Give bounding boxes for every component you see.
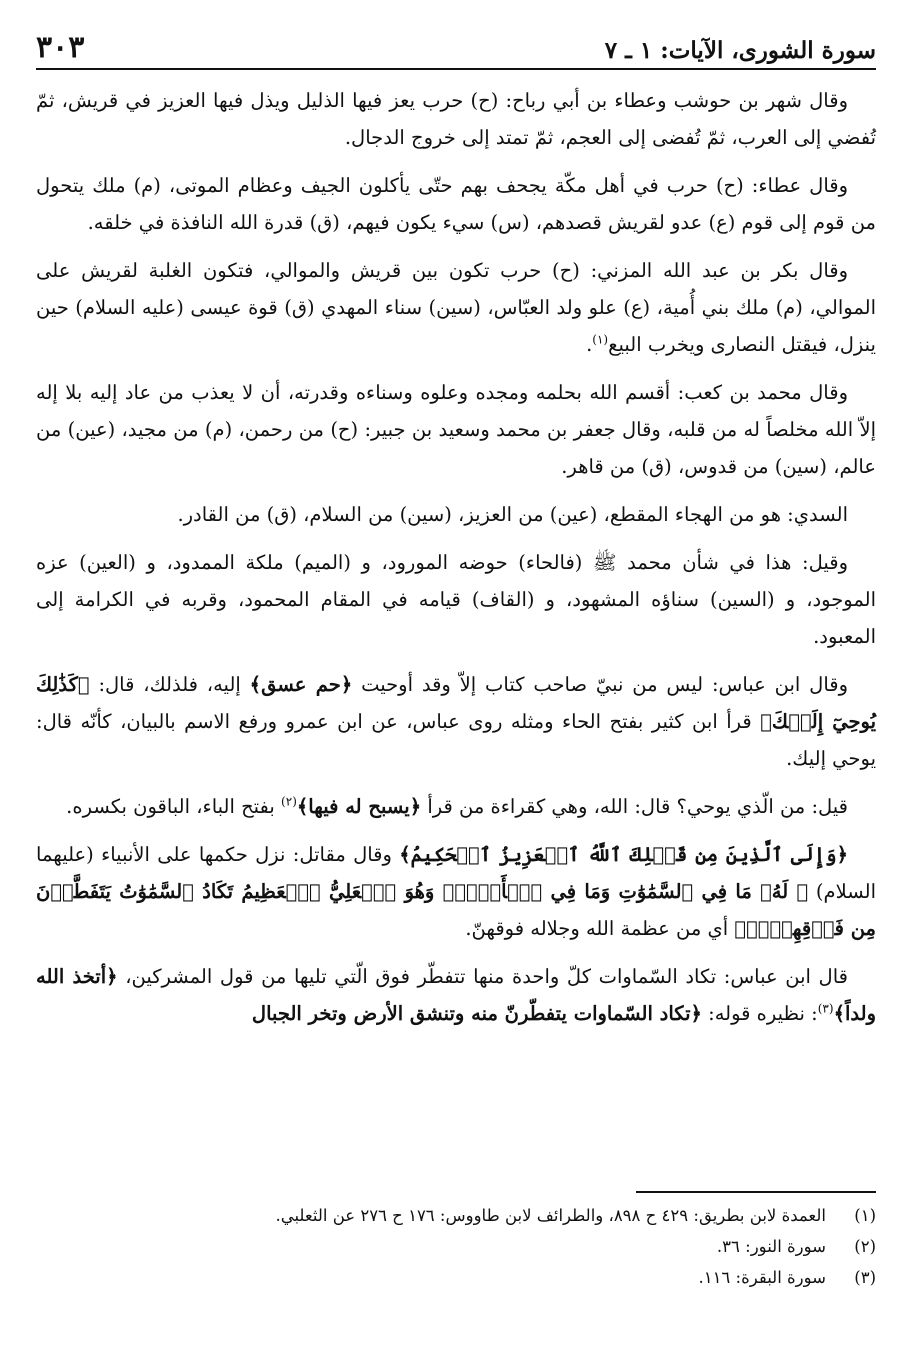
quran-quote: ﴿وَإِلَى ٱلَّذِينَ مِن قَبۡلِكَ ٱللَّهُ ٱلۡعَزِيزُ ٱلۡحَكِيمُ﴾ (399, 843, 848, 866)
paragraph-text: وقال ابن عباس: ليس من نبيّ صاحب كتاب إلاّ وقد أوحيت (352, 673, 848, 696)
paragraph (36, 252, 876, 363)
page-number: ٣٠٣ (36, 30, 85, 65)
footnote-item (36, 1231, 876, 1262)
quran-quote: ﴿أتخذ الله ولداً﴾ (36, 965, 876, 1025)
footnote-number: (٢) (854, 1237, 876, 1256)
running-title: سورة الشورى، الآيات: ١ ـ ٧ (604, 37, 876, 64)
quran-quote: ﴿ لَهُۥ مَا فِي ٱلسَّمَٰوَٰتِ وَمَا فِي ٱلۡأَرۡضِۖ وَهُوَ ٱلۡعَلِيُّ ٱلۡعَظِيمُ تَكَادُ ٱلسَّمَٰوَٰتُ يَتَفَطَّرۡنَ مِن فَوۡقِهِنَّۚ﴾ (36, 880, 876, 940)
paragraph-text: . (586, 333, 593, 356)
paragraph (36, 167, 876, 241)
paragraph-text: قرأ ابن كثير بفتح الحاء ومثله روى عباس، عن ابن عمرو ورفع الاسم بالبيان، كأنّه قال: يوحي إليك. (36, 710, 876, 770)
footnotes (36, 1200, 876, 1293)
footnote-number: (٣) (854, 1268, 876, 1287)
paragraph-text: وقيل: هذا في شأن محمد ﷺ (فالحاء) حوضه المورود، و (الميم) ملكة الممدود، و (العين) عزه الموجود، و (السين) سناؤه المشهود، و (القاف) قيامه في المقام المحمود، وقربه في الكرامة إلى المعبود. (36, 551, 876, 648)
footnote-marker: (٢) (281, 794, 297, 809)
paragraph-text: السدي: هو من الهجاء المقطع، (عين) من العزيز، (سين) من السلام، (ق) من القادر. (177, 503, 848, 526)
paragraph-text: بفتح الباء، الباقون بكسره. (66, 795, 282, 818)
paragraph (36, 82, 876, 156)
paragraph-text: وقال شهر بن حوشب وعطاء بن أبي رباح: (ح) حرب يعز فيها الذليل ويذل فيها العزيز في قريش، ثمّ تُفضي إلى العرب، ثمّ تُفضى إلى العجم، ثمّ تمتد إلى خروج الدجال. (36, 89, 876, 149)
footnote-text: سورة البقرة: ١١٦. (698, 1268, 826, 1287)
footnote-text: سورة النور: ٣٦. (716, 1237, 826, 1256)
paragraph-text: : نظيره قوله: (701, 1002, 818, 1025)
paragraph-text: أي من عظمة الله وجلاله فوقهنّ. (465, 917, 735, 940)
footnote-text: العمدة لابن بطريق: ٤٢٩ ح ٨٩٨، والطرائف لابن طاووس: ١٧٦ ح ٢٧٦ عن الثعلبي. (275, 1206, 826, 1225)
paragraph-text: قيل: من الّذي يوحي؟ قال: الله، وهي كقراءة من قرأ (421, 795, 848, 818)
paragraph (36, 788, 876, 825)
paragraph-text: وقال محمد بن كعب: أقسم الله بحلمه ومجده وعلوه وسناءه وقدرته، أن لا يعذب من عاد إليه بلا إله إلاّ الله مخلصاً له من قلبه، وقال جعفر بن محمد وسعيد بن جبير: (ح) من رحمن، (م) من مجيد، (عين) من عالم، (سين) من قدوس، (ق) من قاهر. (36, 381, 876, 478)
paragraph-text: وقال مقاتل: نزل حكمها على الأنبياء (عليهما السلام) (36, 843, 876, 903)
footnote-marker: (١) (592, 332, 609, 347)
paragraph-text: وقال عطاء: (ح) حرب في أهل مكّة يجحف بهم حتّى يأكلون الجيف وعظام الموتى، (م) ملك يتحول من قوم إلى قوم (ع) عدو لقريش قصدهم، (س) سيء يكون فيهم، (ق) قدرة الله النافذة في خلقه. (36, 174, 876, 234)
paragraph (36, 496, 876, 533)
quran-quote: ﴿حم عسق﴾ (249, 673, 353, 696)
header-divider (36, 68, 876, 70)
paragraph (36, 958, 876, 1032)
footnote-number: (١) (854, 1206, 876, 1225)
paragraph (36, 666, 876, 777)
paragraph-text: قال ابن عباس: تكاد السّماوات كلّ واحدة منها تتفطّر فوق الّتي تليها من قول المشركين، (117, 965, 848, 988)
page-header (36, 22, 876, 66)
paragraph-text: وقال بكر بن عبد الله المزني: (ح) حرب تكون بين قريش والموالي، فتكون الغلبة لقريش على الموالي، (م) ملك بني أُمية، (ع) علو ولد العبّاس، (سين) سناء المهدي (ق) قوة عيسى (عليه السلام) حين ينزل، فيقتل النصارى ويخرب البيع (36, 259, 876, 356)
quran-quote: ﴿تكاد السّماوات يتفطّرنّ منه وتنشق الأرض وتخر الجبال (251, 1002, 702, 1025)
footnote-marker: (٣) (817, 1001, 834, 1016)
quran-quote: ﴿يسبح له فيها﴾ (296, 795, 422, 818)
paragraph (36, 544, 876, 655)
main-text (36, 82, 876, 1043)
paragraph (36, 374, 876, 485)
footnote-divider (636, 1191, 876, 1193)
footnote-item (36, 1262, 876, 1293)
footnote-item (36, 1200, 876, 1231)
quran-quote: ﴿كَذَٰلِكَ يُوحِيٓ إِلَيۡكَ﴾ (36, 673, 876, 733)
paragraph-text: إليه، فلذلك، قال: (89, 673, 250, 696)
paragraph (36, 836, 876, 947)
